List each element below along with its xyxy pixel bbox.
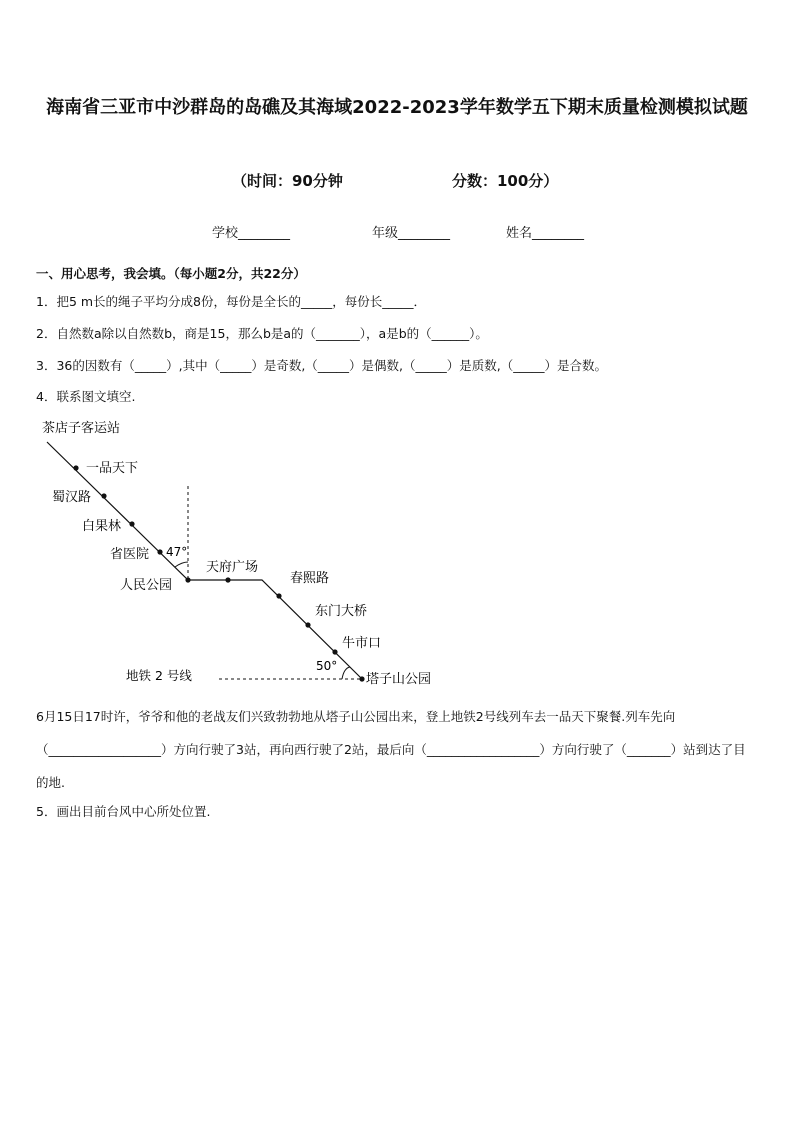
exam-time: （时间：90分钟 (232, 172, 343, 190)
question-2: 2．自然数a除以自然数b，商是15，那么b是a的（_______），a是b的（______）。 (36, 326, 488, 341)
station-dot (225, 577, 230, 582)
station-label: 白果林 (82, 519, 122, 534)
angle-arc-47 (175, 562, 188, 567)
metro-route-line (47, 442, 362, 679)
question-1: 1．把5 m长的绳子平均分成8份，每份是全长的_____，每份长_____． (36, 294, 427, 309)
station-dot (73, 465, 78, 470)
station-label: 蜀汉路 (52, 490, 92, 505)
question-4: 4．联系图文填空. (36, 389, 136, 404)
station-label: 牛市口 (342, 636, 382, 651)
name-field[interactable]: 姓名________ (506, 226, 585, 241)
station-dot (332, 649, 337, 654)
station-dot (359, 676, 364, 681)
station-dot (276, 593, 281, 598)
angle-arc-50 (342, 667, 350, 679)
question-4-text: 6月15日17时许，爷爷和他的老战友们兴致勃勃地从塔子山公园出来，登上地铁2号线列车去一品天下聚餐.列车先向（__________________）方向行驶了3站，再向西行驶了2站，最后向（__________________）方向行驶了（_______）站到达了目的地. (36, 709, 746, 790)
section-heading: 一、用心思考，我会填。（每小题2分，共22分） (36, 266, 306, 281)
school-field[interactable]: 学校________ (212, 226, 291, 241)
station-label: 省医院 (110, 547, 150, 562)
station-label: 茶店子客运站 (42, 421, 121, 436)
question-5: 5．画出目前台风中心所处位置. (36, 804, 211, 819)
grade-field[interactable]: 年级________ (372, 226, 451, 241)
metro-line-label: 地铁 2 号线 (126, 668, 192, 683)
station-dot (101, 493, 106, 498)
station-dot (129, 521, 134, 526)
metro-map (0, 410, 794, 695)
station-dot (185, 577, 190, 582)
question-3: 3．36的因数有（_____）,其中（_____）是奇数,（_____）是偶数,（_____）是质数,（_____）是合数。 (36, 358, 608, 373)
station-label: 东门大桥 (315, 604, 368, 619)
station-label: 塔子山公园 (366, 672, 432, 687)
station-label: 天府广场 (206, 560, 259, 575)
station-dot (305, 622, 310, 627)
page-title: 海南省三亚市中沙群岛的岛礁及其海域2022-2023学年数学五下期末质量检测模拟试题 (46, 97, 748, 118)
station-label: 春熙路 (290, 571, 330, 586)
angle-label-47: 47° (166, 545, 188, 559)
exam-score: 分数：100分） (452, 172, 559, 190)
station-dot (157, 549, 162, 554)
station-label: 人民公园 (120, 578, 173, 593)
station-label: 一品天下 (86, 461, 139, 476)
angle-label-50: 50° (316, 659, 338, 673)
